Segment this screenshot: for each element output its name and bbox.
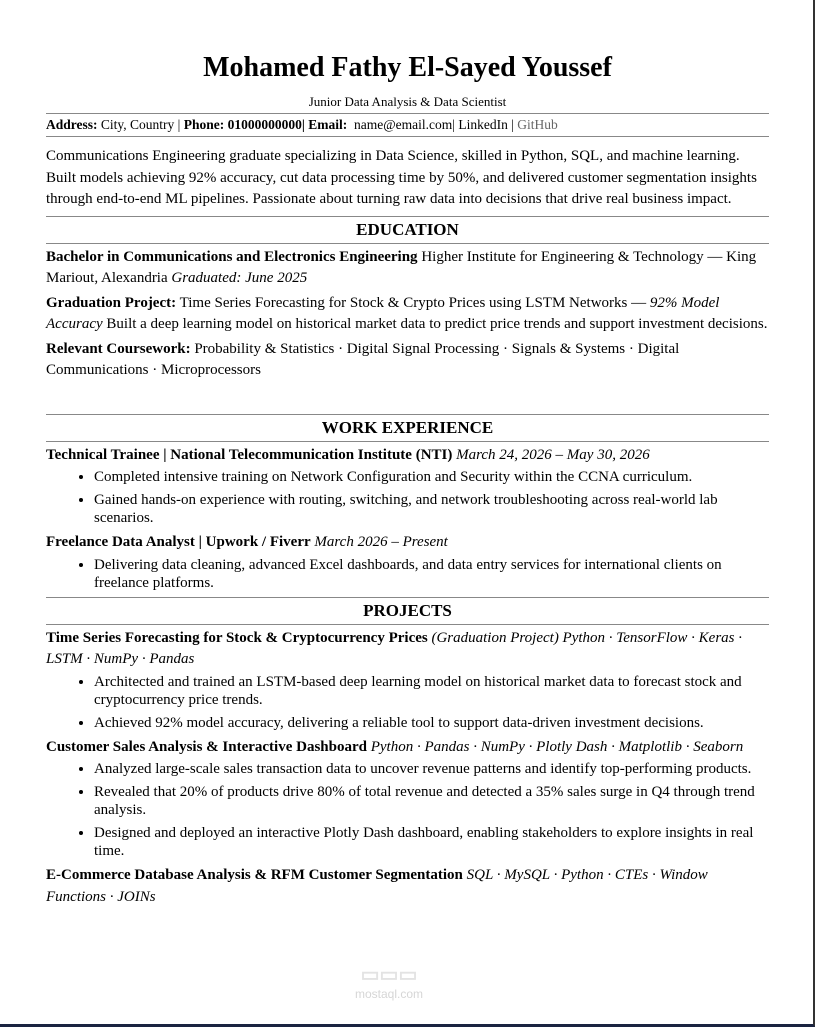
entry-header [46, 865, 769, 908]
coursework [46, 339, 769, 382]
phone: Phone: 01000000000| [183, 117, 305, 132]
entry-meta: SQL · MySQL · Python · CTEs · Window Functions · JOINs [46, 867, 708, 905]
entry-title: Freelance Data Analyst | Upwork / Fiverr [46, 534, 311, 550]
entry-header [46, 445, 769, 467]
bullet-item: • Gained hands-on experience with routing, switching, and network troubleshooting across real-world lab scenarios. [94, 491, 769, 527]
separator: | [511, 117, 514, 132]
project-desc: Built a deep learning model on historical market data to predict price trends and support investment decisions. [106, 316, 768, 332]
entry-title: E-Commerce Database Analysis & RFM Customer Segmentation [46, 867, 463, 883]
bullet-item: • Architected and trained an LSTM-based deep learning model on historical market data to forecast stock and cryptocurrency price trends. [94, 673, 769, 709]
graduation-date: Graduated: June 2025 [171, 270, 308, 286]
bullet-item: • Completed intensive training on Network Configuration and Security within the CCNA curriculum. [94, 468, 769, 486]
bullet-item: • Designed and deployed an interactive Plotly Dash dashboard, enabling stakeholders to explore insights in real time. [94, 824, 769, 860]
entry-meta: Python · Pandas · NumPy · Plotly Dash · Matplotlib · Seaborn [370, 738, 744, 755]
address-label: Address: [46, 117, 98, 132]
bullet-item: • Revealed that 20% of products drive 80% of total revenue and detected a 35% sales surge in Q4 through trend analysis. [94, 783, 769, 819]
coursework-list: Probability & Statistics · Digital Signal Processing · Signals & Systems · Digital Communications · Microprocessors [46, 340, 680, 378]
bullet-item: • Analyzed large-scale sales transaction data to uncover revenue patterns and identify top-performing products. [94, 760, 769, 778]
project-name: Time Series Forecasting for Stock & Crypto Prices using LSTM Networks — [179, 294, 647, 311]
degree-entry [46, 247, 769, 290]
project-label: Graduation Project: [46, 294, 177, 311]
contact-bar [46, 113, 769, 137]
entry-title: Time Series Forecasting for Stock & Cryptocurrency Prices [46, 629, 428, 646]
entry-title: Technical Trainee | National Telecommunication Institute (NTI) [46, 446, 453, 463]
summary: Communications Engineering graduate specializing in Data Science, skilled in Python, SQL, and machine learning. Built models achieving 92% accuracy, cut data processing time by 50%, and delivered customer segmentation insights through end-to-end ML pipelines. Passionate about turning raw data into decisions that drive real business impact. [46, 148, 757, 207]
entry-meta: (Graduation Project) Python · TensorFlow · Keras · LSTM · NumPy · Pandas [46, 629, 743, 667]
graduation-project [46, 293, 769, 336]
entry-header [46, 628, 769, 671]
entry-header [46, 532, 769, 554]
bullet-list [46, 468, 769, 527]
github-link[interactable]: GitHub [517, 117, 558, 132]
email-label: Email: [308, 117, 348, 132]
address: City, Country | [100, 117, 181, 132]
bullet-item: • Delivering data cleaning, advanced Excel dashboards, and data entry services for international clients on freelance platforms. [94, 556, 769, 592]
bullet-list [46, 556, 769, 592]
degree: Bachelor in Communications and Electronics Engineering [46, 248, 418, 265]
candidate-name: Mohamed Fathy El-Sayed Youssef [203, 52, 612, 83]
entry-title: Customer Sales Analysis & Interactive Dashboard [46, 738, 367, 755]
bullet-list [46, 673, 769, 732]
entry-header [46, 737, 769, 759]
entry-meta: March 24, 2026 – May 30, 2026 [456, 446, 650, 463]
section-heading-projects: PROJECTS [46, 597, 769, 625]
coursework-label: Relevant Coursework: [46, 340, 191, 357]
entry-meta: March 2026 – Present [314, 534, 448, 550]
school: Higher Institute for Engineering & Technology — King Mariout, Alexandria [46, 248, 757, 286]
linkedin-link[interactable]: LinkedIn [458, 117, 508, 132]
section-heading-work: WORK EXPERIENCE [46, 414, 769, 442]
bullet-list [46, 760, 769, 860]
bullet-item: • Achieved 92% model accuracy, delivering a reliable tool to support data-driven investment decisions. [94, 714, 769, 732]
project-accuracy: 92% Model Accuracy [46, 294, 720, 332]
watermark-logo: ▭▭▭ mostaql.com [355, 964, 424, 1001]
email-link[interactable]: name@email.com| [353, 117, 455, 132]
section-heading-education: EDUCATION [46, 216, 769, 244]
job-title: Junior Data Analysis & Data Scientist [308, 94, 507, 109]
watermark-text: mostaql.com [355, 987, 424, 1001]
